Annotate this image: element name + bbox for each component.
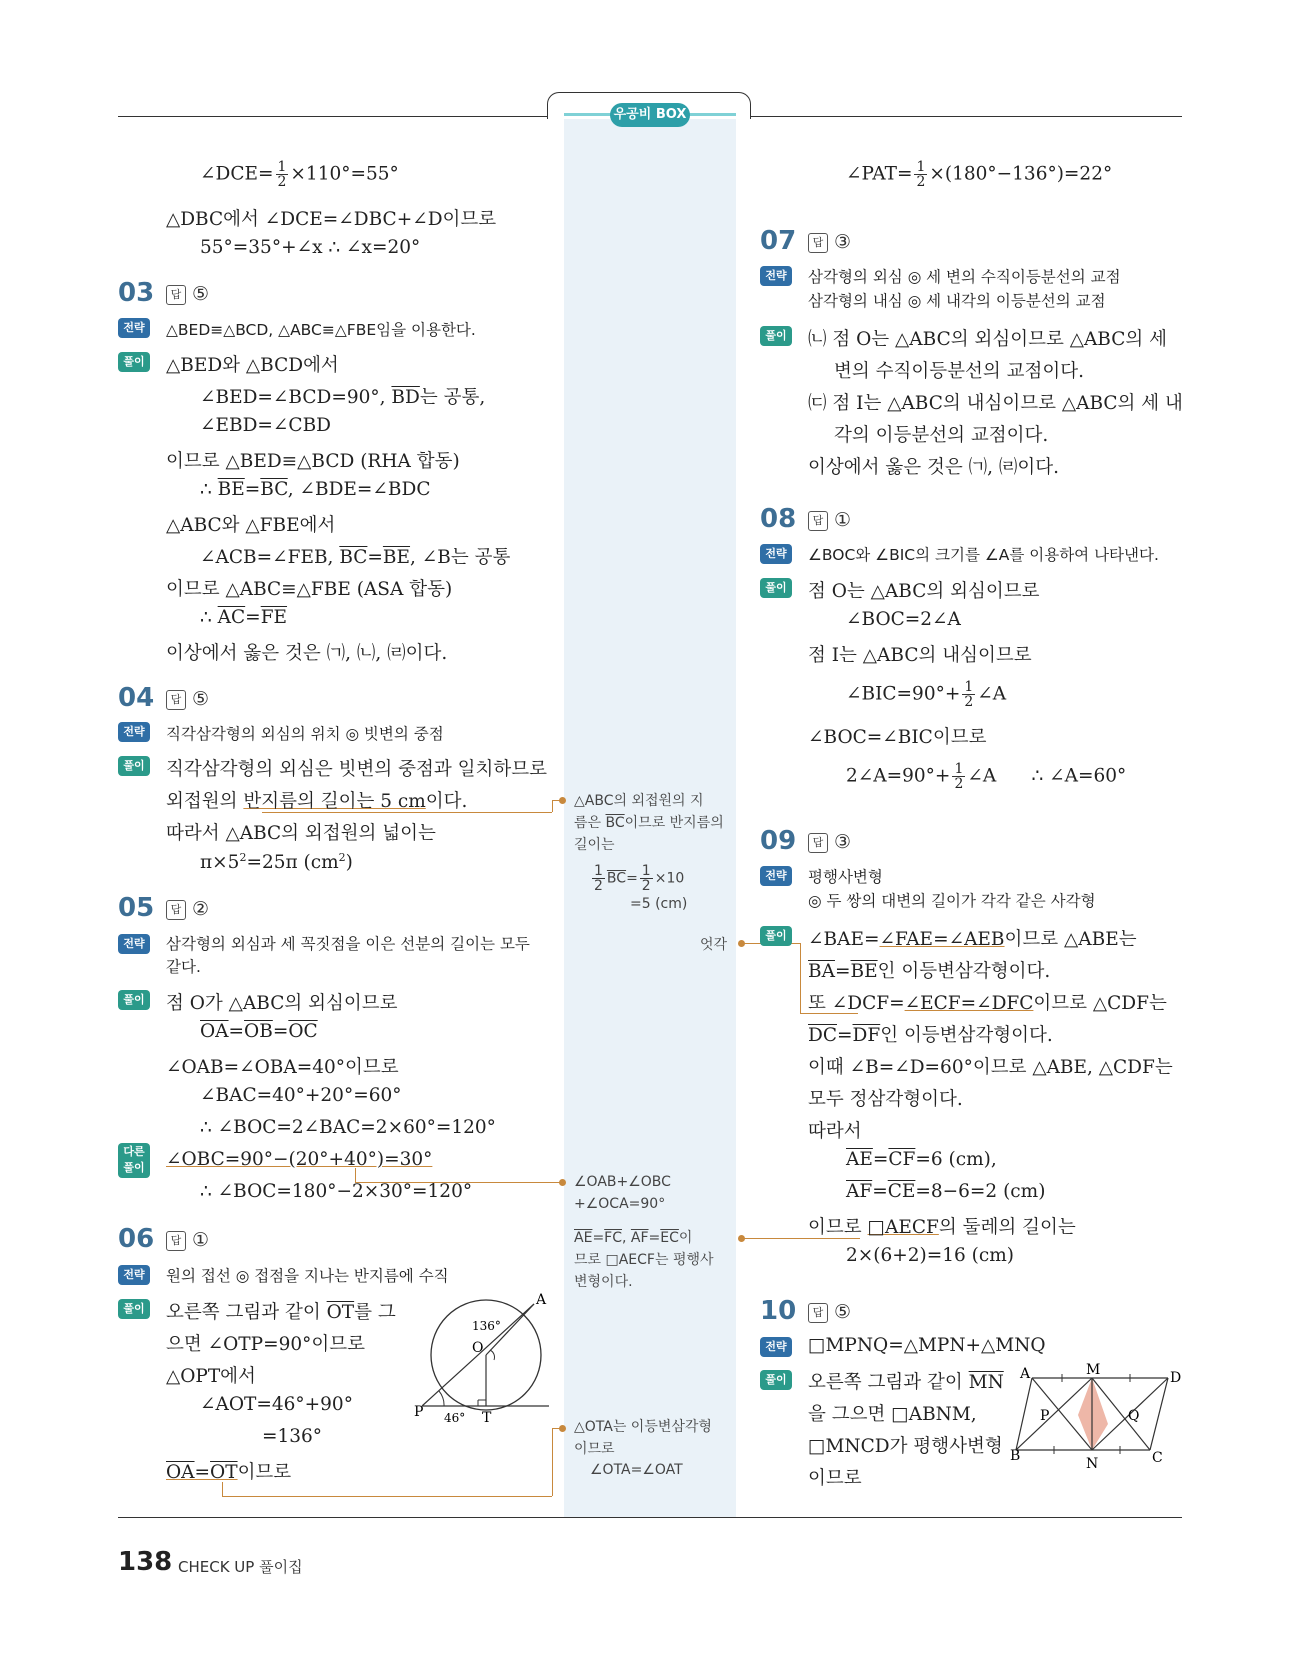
- q10-number: 10: [760, 1296, 797, 1326]
- connector-1: [262, 812, 552, 813]
- q09-line-4: $\overline{DC}=\overline{DF}$인 이등변삼각형이다.: [808, 1025, 1053, 1046]
- q07-line-2: 변의 수직이등분선의 교점이다.: [834, 361, 1084, 382]
- q09-bracket-1: [800, 943, 801, 1013]
- q08-number: 08: [760, 504, 797, 534]
- q06-figure: [414, 1290, 554, 1430]
- q09-line-9: $\overline{AF}=\overline{CE}=8-6=2$ (cm): [846, 1181, 1046, 1202]
- note-3-line-2: +∠OCA=90°: [574, 1196, 666, 1212]
- q06-line-6: OA=OT이므로: [166, 1462, 292, 1483]
- q04-solution-tag: 풀이: [118, 756, 150, 776]
- q06-fig-t: T: [482, 1410, 492, 1426]
- q07-line-5: 이상에서 옳은 것은 ㈀, ㈃이다.: [808, 457, 1059, 478]
- footer-title: CHECK UP 풀이집: [178, 1558, 303, 1576]
- q06-solution-tag: 풀이: [118, 1299, 150, 1319]
- q06-line-2: 으면 ∠OTP=90°이므로: [166, 1334, 365, 1355]
- q10-fig-q: Q: [1128, 1408, 1140, 1424]
- q10-strategy-tag: 전략: [760, 1337, 792, 1357]
- q04-number: 04: [118, 683, 155, 713]
- q07-strategy-1: 삼각형의 외심 ◎ 세 변의 수직이등분선의 교점: [808, 268, 1121, 286]
- q04-strategy: 직각삼각형의 외심의 위치 ◎ 빗변의 중점: [166, 725, 444, 743]
- q03-strategy-tag: 전략: [118, 318, 150, 338]
- q06-fig-p: P: [414, 1404, 424, 1420]
- q10-fig-c: C: [1152, 1450, 1163, 1466]
- note-3-line-1: ∠OAB+∠OBC: [574, 1174, 671, 1190]
- note-1-line-1: △ABC의 외접원의 지: [574, 793, 704, 809]
- q06-line-4: ∠AOT=46°+90°: [200, 1394, 353, 1415]
- q09-line-5: 이때 ∠B=∠D=60°이므로 △ABE, △CDF는: [808, 1057, 1173, 1078]
- q05-alt-tag: 다른 풀이: [118, 1143, 150, 1178]
- q03-line-6: △ABC와 △FBE에서: [166, 515, 336, 536]
- q07-answer: 답 ③: [808, 231, 851, 253]
- q05-line-4: ∠BAC=40°+20°=60°: [200, 1085, 402, 1106]
- connector-3b: [355, 1182, 564, 1183]
- q06-line-1: 오른쪽 그림과 같이 $\overline{OT}$를 그: [166, 1302, 396, 1323]
- q09-line-6: 모두 정삼각형이다.: [808, 1089, 963, 1110]
- q09-strategy-1: 평행사변형: [808, 868, 883, 886]
- q05-number: 05: [118, 893, 155, 923]
- q03-line-4: 이므로 △BED≡△BCD (RHA 합동): [166, 451, 460, 472]
- q07-strategy-2: 삼각형의 내심 ◎ 세 내각의 이등분선의 교점: [808, 292, 1106, 310]
- q10-fig-a: A: [1020, 1366, 1031, 1382]
- connector-5-dot: [559, 1425, 566, 1432]
- q08-line-6: 2∠A=90°+ $\frac{1}{2}$ ∠A ∴ ∠A=60°: [846, 761, 1127, 792]
- q09-solution-tag: 풀이: [760, 926, 792, 946]
- q10-line-2: 을 그으면 □ABNM,: [808, 1404, 977, 1425]
- q10-strategy: □MPNQ=△MPN+△MNQ: [808, 1335, 1046, 1356]
- q05-answer: 답 ②: [166, 898, 209, 920]
- q10-fig-b: B: [1010, 1448, 1021, 1464]
- q09-strategy-tag: 전략: [760, 866, 792, 886]
- connector-1b: [552, 800, 553, 812]
- q10-line-1: 오른쪽 그림과 같이 $\overline{MN}$: [808, 1372, 1004, 1393]
- q03-number: 03: [118, 278, 155, 308]
- q03-line-10: 이상에서 옳은 것은 ㈀, ㈁, ㈃이다.: [166, 643, 448, 664]
- header-rule-left: [118, 116, 548, 117]
- q10-line-4: 이므로: [808, 1468, 862, 1489]
- page-number: 138: [118, 1547, 173, 1577]
- q06-fig-o: O: [472, 1340, 484, 1356]
- q06-answer: 답 ①: [166, 1229, 209, 1251]
- q03-line-8: 이므로 △ABC≡△FBE (ASA 합동): [166, 579, 453, 600]
- q06-line-3: △OPT에서: [166, 1366, 256, 1387]
- q05-strategy: 삼각형의 외심과 세 꼭짓점을 이은 선분의 길이는 모두: [166, 935, 530, 953]
- q06-fig-a: A: [536, 1292, 547, 1308]
- q09-line-7: 따라서: [808, 1121, 862, 1142]
- q09-bracket-2: [800, 1013, 858, 1014]
- q03-line-9: ∴ $\overline{AC}=\overline{FE}$: [200, 607, 288, 628]
- q09-line-2: $\overline{BA}=\overline{BE}$인 이등변삼각형이다.: [808, 961, 1051, 982]
- q08-line-2: ∠BOC=2∠A: [846, 609, 961, 630]
- connector-3: [355, 1168, 356, 1182]
- q03-solution-tag: 풀이: [118, 352, 150, 372]
- q07-solution-tag: 풀이: [760, 326, 792, 346]
- note-1-line-5: =5 (cm): [630, 896, 688, 912]
- right-pre: ∠PAT= $\frac{1}{2}$ ×(180°−136°)=22°: [846, 159, 1113, 190]
- q03-line-7: ∠ACB=∠FEB, $\overline{BC}=\overline{BE}$, ∠B는 공통: [200, 547, 511, 568]
- q08-line-4: ∠BIC=90°+ $\frac{1}{2}$ ∠A: [846, 679, 1007, 710]
- note-1-line-2: 름은 $\overline{BC}$이므로 반지름의: [574, 815, 724, 831]
- q05-strategy-tag: 전략: [118, 934, 150, 954]
- q10-solution-tag: 풀이: [760, 1370, 792, 1390]
- note-2: 엇각: [700, 937, 728, 953]
- q10-fig-p: P: [1040, 1408, 1050, 1424]
- q06-fig-ang2: 46°: [444, 1411, 466, 1425]
- q07-line-3: ㈂ 점 I는 △ABC의 내심이므로 △ABC의 세 내: [808, 393, 1183, 414]
- connector-5: [222, 1482, 223, 1496]
- q07-strategy-tag: 전략: [760, 266, 792, 286]
- q06-strategy-tag: 전략: [118, 1265, 150, 1285]
- q10-fig-n: N: [1086, 1456, 1099, 1472]
- q04-line-1: 직각삼각형의 외심은 빗변의 중점과 일치하므로: [166, 759, 547, 780]
- footer-rule: [118, 1517, 1182, 1518]
- q06-line-5: =136°: [262, 1426, 323, 1447]
- q07-line-4: 각의 이등분선의 교점이다.: [834, 425, 1049, 446]
- note-1-line-4: $\frac{1}{2}$ $\overline{BC}=$ $\frac{1}{2}$ ×10: [594, 863, 685, 894]
- q03-line-3: ∠EBD=∠CBD: [200, 415, 332, 436]
- q10-fig-d: D: [1170, 1370, 1182, 1386]
- q07-number: 07: [760, 226, 797, 256]
- q09-line-10: 이므로 □AECF의 둘레의 길이는: [808, 1217, 1076, 1238]
- q08-line-5: ∠BOC=∠BIC이므로: [808, 727, 987, 748]
- pre-line-2: △DBC에서 ∠DCE=∠DBC+∠D이므로: [166, 209, 497, 230]
- q03-line-1: △BED와 △BCD에서: [166, 355, 339, 376]
- note-5-line-3: ∠OTA=∠OAT: [590, 1462, 683, 1478]
- note-1-line-3: 길이는: [574, 837, 615, 853]
- q04-line-4: $\pi\times 5^2=25\pi$ $(cm^2)$: [200, 851, 353, 874]
- q10-fig-m: M: [1086, 1362, 1101, 1378]
- q05-strategy-2: 같다.: [166, 958, 201, 976]
- q07-line-1: ㈁ 점 O는 △ABC의 외심이므로 △ABC의 세: [808, 329, 1168, 350]
- q10-figure: [1010, 1362, 1182, 1476]
- q06-number: 06: [118, 1224, 155, 1254]
- q05-line-3: ∠OAB=∠OBA=40°이므로: [166, 1057, 399, 1078]
- note-5-line-1: △OTA는 이등변삼각형: [574, 1419, 712, 1435]
- q09-strategy-2: ◎ 두 쌍의 대변의 길이가 각각 같은 사각형: [808, 892, 1096, 910]
- connector-2-dot: [738, 940, 745, 947]
- q08-line-3: 점 I는 △ABC의 내심이므로: [808, 645, 1032, 666]
- note-4-line-1: $\overline{AE}=\overline{FC}$, $\overline{AF}=\overline{EC}$이: [574, 1230, 693, 1246]
- note-4-line-2: 므로 □AECF는 평행사: [574, 1252, 714, 1268]
- pre-line-1: ∠DCE= $\frac{1}{2}$ ×110°=55°: [200, 159, 399, 190]
- q09-line-8: $\overline{AE}=\overline{CF}=6$ (cm),: [846, 1149, 997, 1170]
- note-5-line-2: 이므로: [574, 1441, 615, 1457]
- q09-answer: 답 ③: [808, 831, 851, 853]
- pre-line-3: 55°=35°+∠x ∴ ∠x=20°: [200, 237, 421, 258]
- box-label: 우공비 BOX: [610, 103, 690, 127]
- q09-line-11: 2×(6+2)=16 (cm): [846, 1245, 1015, 1266]
- q05-line-2: $\overline{OA}=\overline{OB}=\overline{OC}$: [200, 1021, 318, 1042]
- q04-line-3: 따라서 △ABC의 외접원의 넓이는: [166, 823, 436, 844]
- q05-line-5: ∴ ∠BOC=2∠BAC=2×60°=120°: [200, 1117, 496, 1138]
- q08-answer: 답 ①: [808, 509, 851, 531]
- q03-strategy: △BED≡△BCD, △ABC≡△FBE임을 이용한다.: [166, 321, 476, 339]
- header-rule-right: [748, 116, 1182, 117]
- q10-line-3: □MNCD가 평행사변형: [808, 1436, 1003, 1457]
- q08-strategy-tag: 전략: [760, 544, 792, 564]
- q06-strategy: 원의 접선 ◎ 접점을 지나는 반지름에 수직: [166, 1267, 449, 1285]
- q06-fig-ang1: 136°: [472, 1319, 501, 1333]
- q05-alt-line-2: ∴ ∠BOC=180°−2×30°=120°: [200, 1181, 473, 1202]
- q03-line-2: ∠BED=∠BCD=90°, $\overline{BD}$는 공통,: [200, 387, 486, 408]
- connector-3-dot: [559, 1179, 566, 1186]
- q03-answer: 답 ⑤: [166, 283, 209, 305]
- q04-strategy-tag: 전략: [118, 722, 150, 742]
- q04-answer: 답 ⑤: [166, 688, 209, 710]
- q04-line-2: 외접원의 반지름의 길이는 5 cm이다.: [166, 791, 468, 812]
- connector-5c: [552, 1428, 553, 1496]
- connector-1-dot: [559, 797, 566, 804]
- q05-alt-line-1: ∠OBC=90°−(20°+40°)=30°: [166, 1149, 433, 1170]
- q05-solution-tag: 풀이: [118, 990, 150, 1010]
- connector-5b: [222, 1496, 552, 1497]
- q03-line-5: ∴ $\overline{BE}=\overline{BC}$, ∠BDE=∠BDC: [200, 479, 431, 500]
- note-4-line-3: 변형이다.: [574, 1274, 633, 1290]
- q08-strategy: ∠BOC와 ∠BIC의 크기를 ∠A를 이용하여 나타낸다.: [808, 546, 1159, 564]
- q08-line-1: 점 O는 △ABC의 외심이므로: [808, 581, 1040, 602]
- q08-solution-tag: 풀이: [760, 578, 792, 598]
- q09-line-1: ∠BAE=∠FAE=∠AEB이므로 △ABE는: [808, 929, 1137, 950]
- q09-line-3: 또 ∠DCF=∠ECF=∠DFC이므로 △CDF는: [808, 993, 1167, 1014]
- q05-line-1: 점 O가 △ABC의 외심이므로: [166, 993, 398, 1014]
- connector-4-dot: [738, 1235, 745, 1242]
- q09-number: 09: [760, 826, 797, 856]
- q10-answer: 답 ⑤: [808, 1301, 851, 1323]
